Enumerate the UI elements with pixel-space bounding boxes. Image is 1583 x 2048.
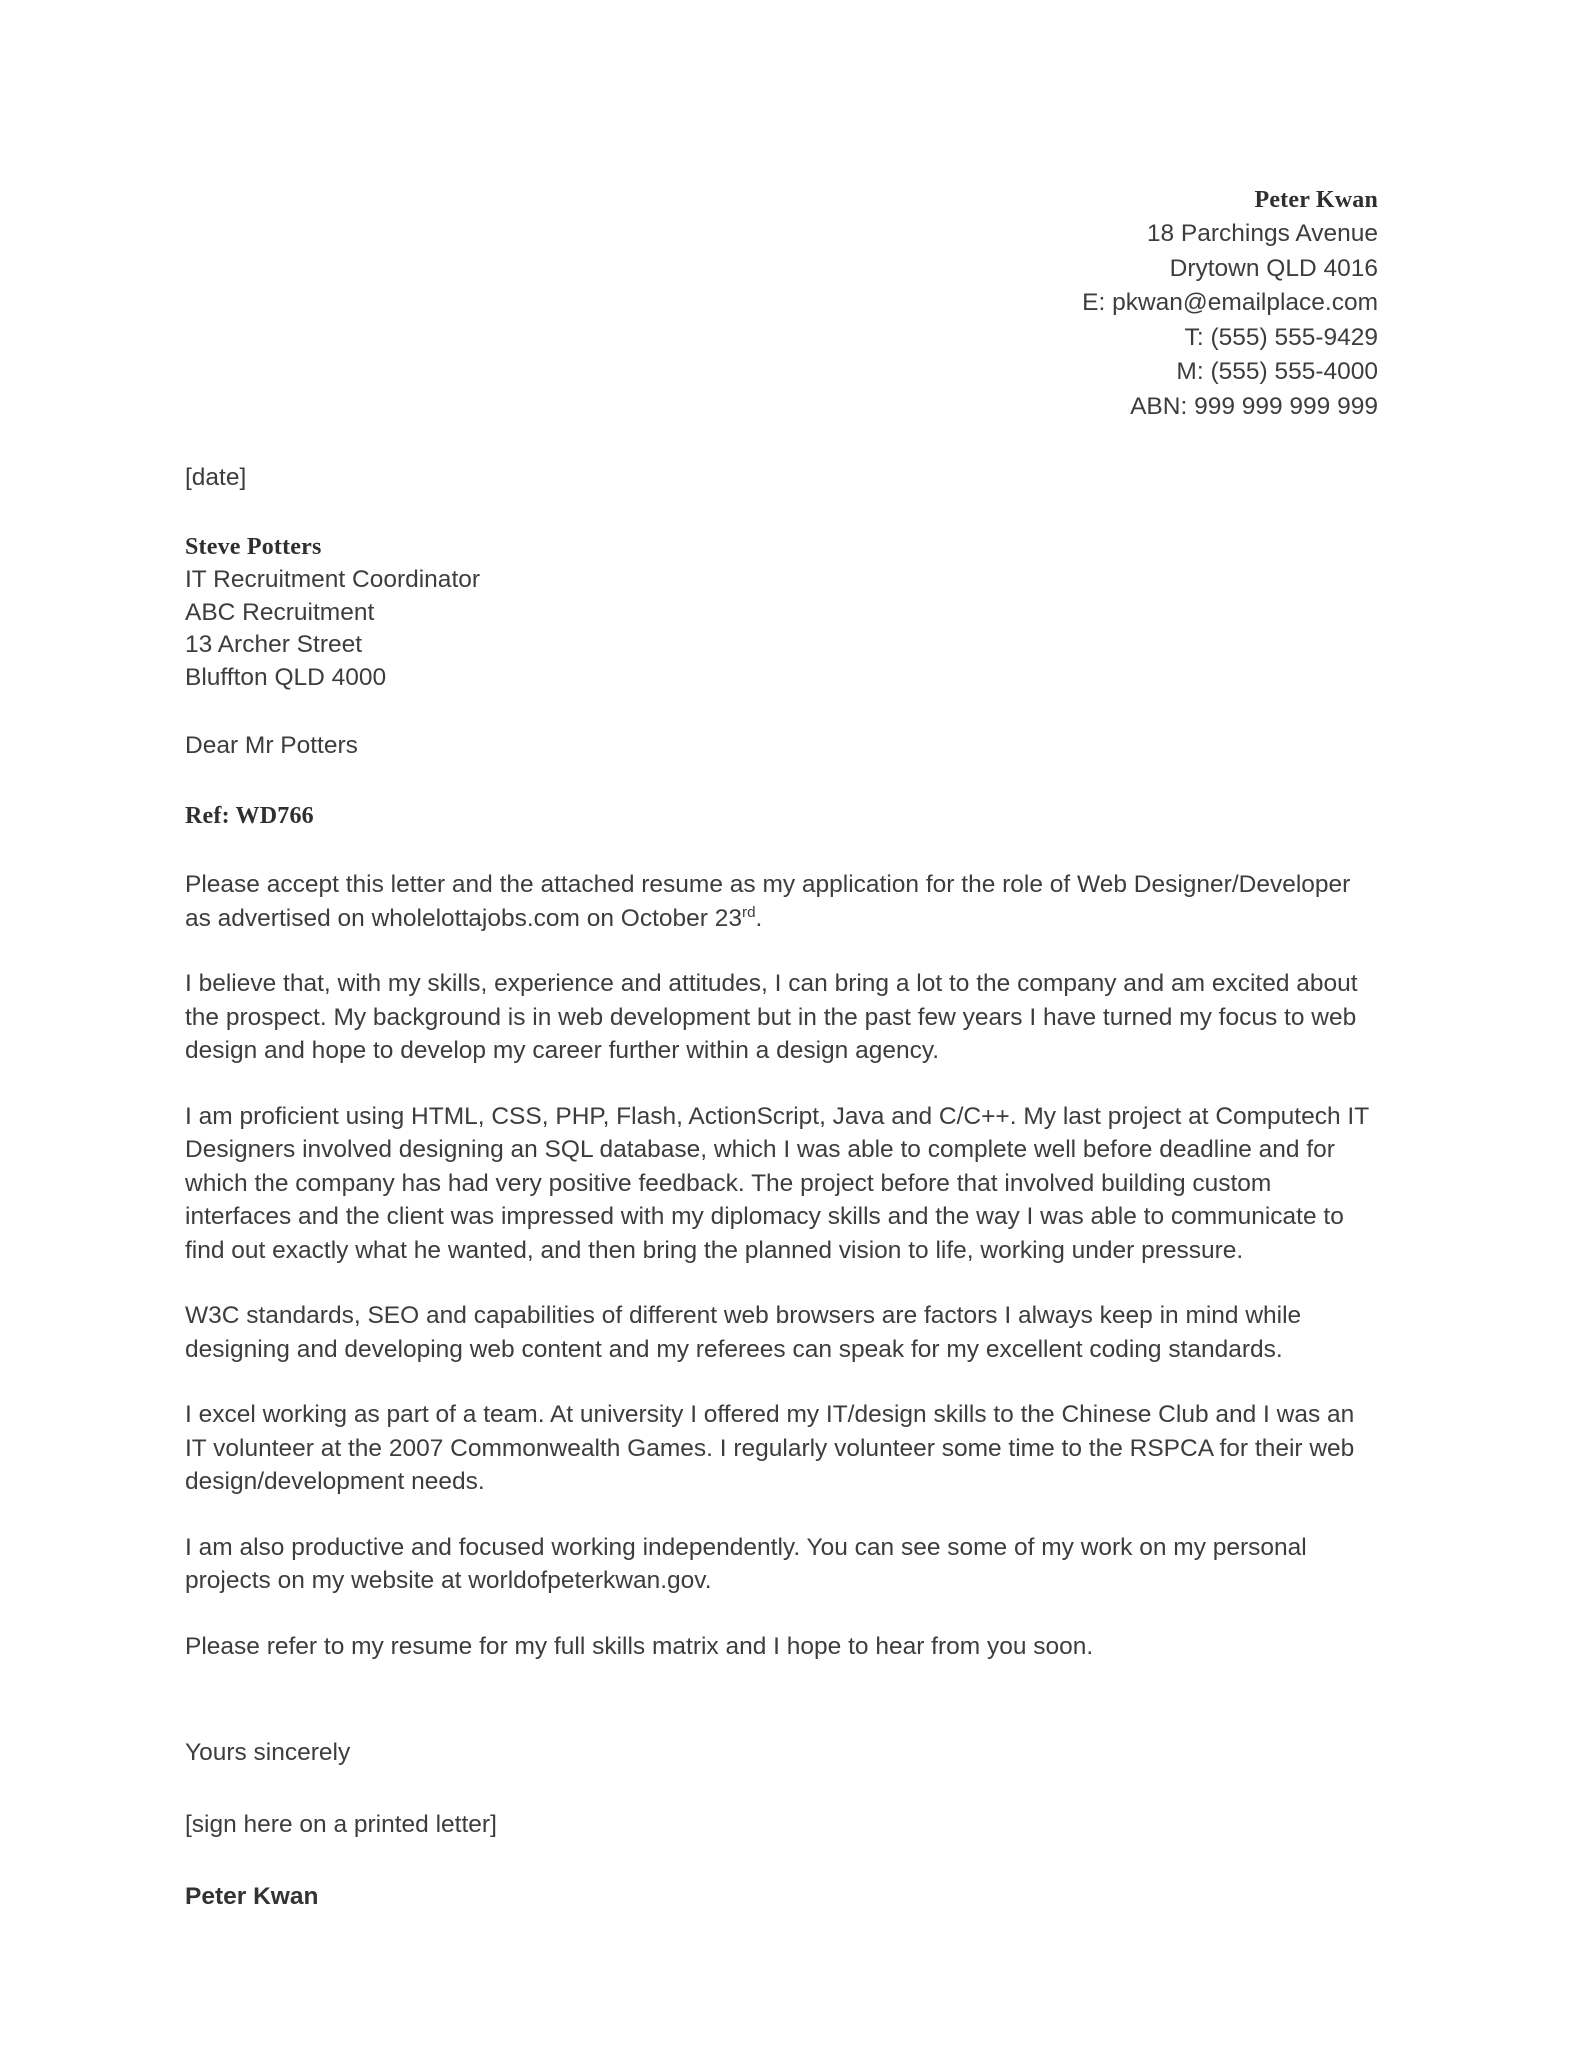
- recipient-name: Steve Potters: [185, 534, 322, 560]
- sender-address-line-1: 18 Parchings Avenue: [1146, 220, 1378, 247]
- letter-date: [date]: [185, 464, 247, 491]
- body-paragraph-1-tail: .: [755, 904, 763, 932]
- sender-address-line-2: Drytown QLD 4016: [1169, 254, 1378, 282]
- valediction: Yours sincerely: [185, 1739, 351, 1766]
- signer-name: Peter Kwan: [185, 1883, 319, 1910]
- sender-email: E: pkwan@emailplace.com: [1082, 289, 1378, 316]
- recipient-title: IT Recruitment Coordinator: [185, 566, 481, 593]
- body-paragraph-2: I believe that, with my skills, experience and attitudes, I can bring a lot to the company and am excited about the prospect. My background is in web development but in the past few years I have turned my focus to web design and hope to develop my career further within a design agency.: [185, 970, 1358, 1064]
- letter-body: [185, 868, 1378, 1663]
- body-paragraph-4: W3C standards, SEO and capabilities of different web browsers are factors I always keep in mind while designing and developing web content and my referees can speak for my excellent coding standards.: [185, 1302, 1302, 1363]
- recipient-block: [185, 531, 1378, 694]
- body-paragraph-7: Please refer to my resume for my full skills matrix and I hope to hear from you soon.: [185, 1632, 1094, 1660]
- sender-name: Peter Kwan: [1254, 187, 1378, 213]
- sender-telephone: T: (555) 555-9429: [1184, 323, 1378, 351]
- reference-line: Ref: WD766: [185, 803, 314, 829]
- body-paragraph-1-text: Please accept this letter and the attached resume as my application for the role of Web Designer/Developer as advertised on wholelottajobs.com on October 23: [185, 871, 1351, 932]
- signature-placeholder: [sign here on a printed letter]: [185, 1811, 497, 1838]
- letter-content: [185, 0, 1378, 1913]
- body-paragraph-1: [185, 868, 1378, 935]
- body-paragraph-6: I am also productive and focused working independently. You can see some of my work on my personal projects on my website at worldofpeterkwan.gov.: [185, 1533, 1307, 1594]
- body-paragraph-5: I excel working as part of a team. At university I offered my IT/design skills to the Chinese Club and I was an IT volunteer at the 2007 Commonwealth Games. I regularly volunteer some time to the RSPCA for their web design/development needs.: [185, 1401, 1355, 1495]
- body-paragraph-3: I am proficient using HTML, CSS, PHP, Flash, ActionScript, Java and C/C++. My last project at Computech IT Designers involved designing an SQL database, which I was able to complete well before deadline and for which the company has had very positive feedback. The project before that involved building custom interfaces and the client was impressed with my diplomacy skills and the way I was able to communicate to find out exactly what he wanted, and then bring the planned vision to life, working under pressure.: [185, 1102, 1369, 1264]
- ordinal-suffix: rd: [742, 903, 756, 921]
- salutation: Dear Mr Potters: [185, 732, 358, 759]
- sender-abn: ABN: 999 999 999 999: [1130, 392, 1378, 420]
- recipient-city-state-postcode: Bluffton QLD 4000: [185, 663, 387, 691]
- letterhead-block: [185, 183, 1378, 424]
- recipient-street: 13 Archer Street: [185, 631, 363, 658]
- sender-mobile: M: (555) 555-4000: [1176, 358, 1378, 385]
- recipient-company: ABC Recruitment: [185, 598, 375, 626]
